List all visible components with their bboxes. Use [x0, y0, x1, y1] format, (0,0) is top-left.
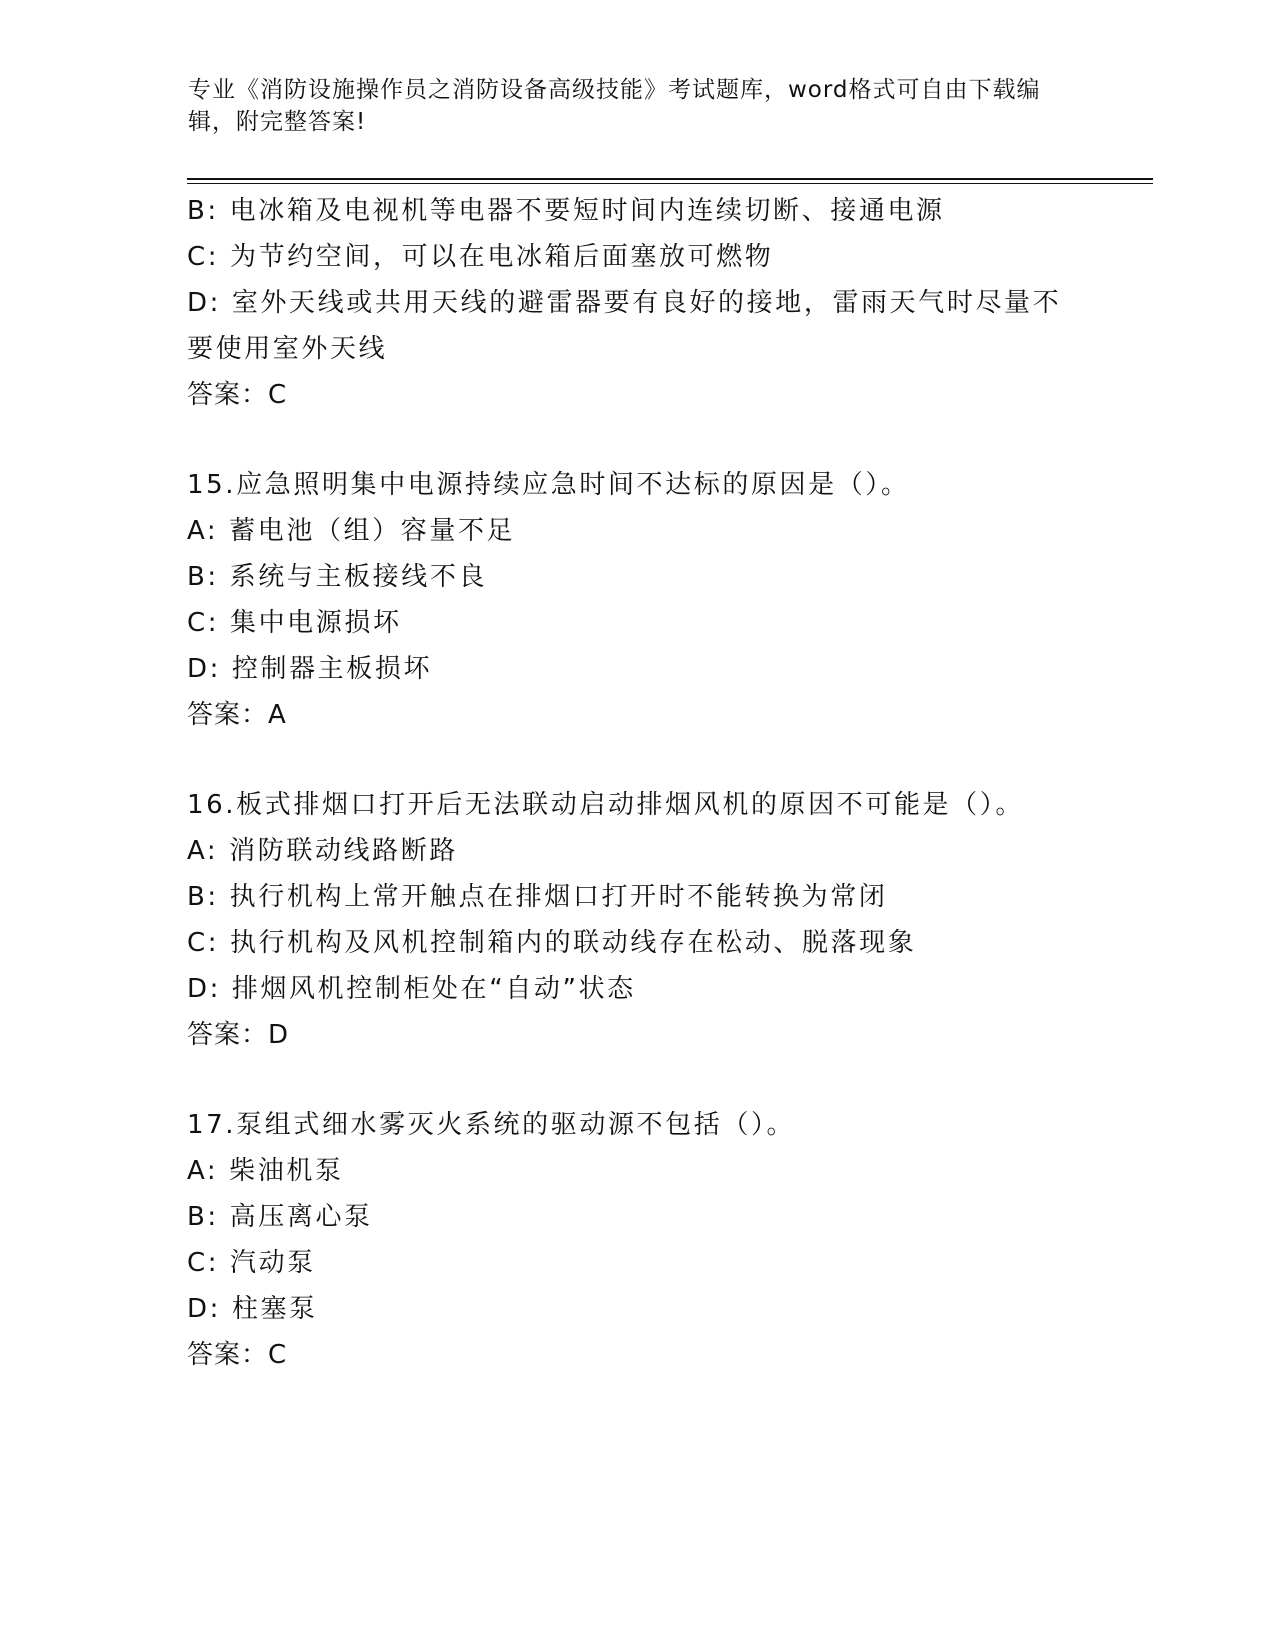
option-b: B: 高压离心泵: [187, 1202, 373, 1232]
answer: 答案：D: [187, 1020, 290, 1050]
question-block-16: [187, 782, 1087, 1058]
option-a: A: 柴油机泵: [187, 1156, 344, 1186]
option-c: C: 执行机构及风机控制箱内的联动线存在松动、脱落现象: [187, 928, 917, 958]
question-block-17: [187, 1102, 1087, 1378]
option-d: D: 控制器主板损坏: [187, 654, 433, 684]
question-block-15: [187, 462, 1087, 738]
question-title: 16.板式排烟口打开后无法联动启动排烟风机的原因不可能是（）。: [187, 790, 1024, 820]
option-d: D: 室外天线或共用天线的避雷器要有良好的接地，雷雨天气时尽量不要使用室外天线: [187, 288, 1062, 364]
option-b: B: 系统与主板接线不良: [187, 562, 488, 592]
question-title: 15.应急照明集中电源持续应急时间不达标的原因是（）。: [187, 470, 910, 500]
document-header: 专业《消防设施操作员之消防设备高级技能》考试题库，word格式可自由下载编辑，附完整答案!: [188, 77, 1041, 135]
option-c: C: 汽动泵: [187, 1248, 316, 1278]
header-divider-thin: [187, 183, 1153, 184]
question-content: [187, 188, 1087, 1378]
option-d: D: 柱塞泵: [187, 1294, 318, 1324]
option-a: A: 消防联动线路断路: [187, 836, 458, 866]
question-title: 17.泵组式细水雾灭火系统的驱动源不包括（）。: [187, 1110, 796, 1140]
answer: 答案：C: [187, 380, 288, 410]
option-c: C: 集中电源损坏: [187, 608, 402, 638]
option-a: A: 蓄电池（组）容量不足: [187, 516, 516, 546]
option-b: B: 电冰箱及电视机等电器不要短时间内连续切断、接通电源: [187, 196, 945, 226]
option-b: B: 执行机构上常开触点在排烟口打开时不能转换为常闭: [187, 882, 888, 912]
option-c: C: 为节约空间，可以在电冰箱后面塞放可燃物: [187, 242, 774, 272]
prev-question-block: [187, 188, 1087, 418]
answer: 答案：A: [187, 700, 287, 730]
header-divider-thick: [187, 178, 1153, 180]
answer: 答案：C: [187, 1340, 288, 1370]
option-d: D: 排烟风机控制柜处在“自动”状态: [187, 974, 636, 1004]
